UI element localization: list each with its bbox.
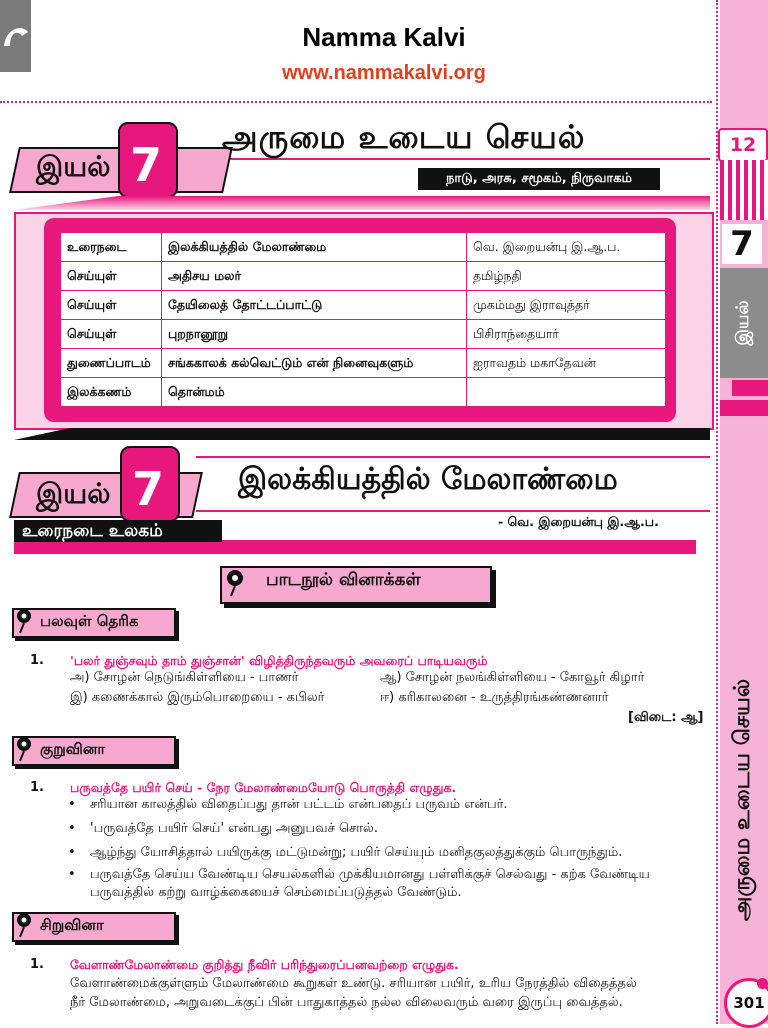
mcq-heading: பலவுள் தெரிக: [40, 612, 139, 630]
table-cell-title: அதிசய மலர்: [162, 262, 467, 291]
sidebar-accent: [720, 400, 768, 416]
page-number: 301: [724, 978, 768, 1028]
table-cell-author: முகம்மது இராவுத்தர்: [467, 291, 666, 320]
bullet-text: சரியான காலத்தில் விதைப்பது தான் பட்டம் என்பதைப் பருவம் என்பர்.: [90, 797, 508, 812]
contents-table: [60, 232, 666, 407]
table-row: [61, 233, 666, 262]
bullet-text: ஆழ்ந்து யோசித்தால் பயிருக்கு மட்டுமன்று; பயிர் செய்யும் மனிதகுலத்துக்கும் பொருந்தும்.: [90, 845, 623, 860]
option: இ) கணைக்கால் இரும்பொறையை - கபிலர்: [70, 690, 325, 705]
table-row: [61, 378, 666, 407]
bullet-text: 'பருவத்தே பயிர் செய்' என்பது அனுபவச் சொல்.: [90, 821, 378, 836]
chapter-subtitle: நாடு, அரசு, சமூகம், நிருவாகம்: [418, 168, 660, 190]
bullet-text: பருவத்தில் கற்று வாழ்க்கையைச் செம்மைப்படுத்தல் வேண்டும்.: [90, 885, 462, 900]
bullet-icon: •: [68, 797, 76, 812]
site-title: Namma Kalvi: [302, 22, 466, 52]
table-cell-author: வெ. இறையன்பு இ.ஆ.ப.: [467, 233, 666, 262]
sidebar-stripes: [720, 160, 768, 220]
pin-icon: [222, 568, 248, 598]
question-text: பருவத்தே பயிர் செய் - நேர மேலாண்மையோடு பொருத்தி எழுதுக.: [70, 780, 457, 795]
chapter-word: இயல்: [36, 150, 111, 183]
question-text: வேளாண்மேலாண்மை குறித்து நீவிர் பரிந்துரைப்பனவற்றை எழுதுக.: [70, 957, 459, 972]
bullet-icon: •: [68, 821, 76, 836]
table-cell-type: செய்யுள்: [61, 320, 162, 349]
sidebar-chapter-word-text: இயல்: [733, 300, 753, 346]
table-row: [61, 349, 666, 378]
sidebar-chapter-word: [720, 268, 768, 378]
lesson-number: 7: [131, 462, 164, 516]
table-cell-title: இலக்கியத்தில் மேலாண்மை: [162, 233, 467, 262]
table-cell-title: தேயிலைத் தோட்டப்பாட்டு: [162, 291, 467, 320]
table-cell-author: [467, 378, 666, 407]
sidebar-vertical-title-text: அருமை உடைய செயல்: [730, 678, 755, 922]
table-cell-author: ஐராவதம் மகாதேவன்: [467, 349, 666, 378]
lesson-word: இயல்: [36, 477, 111, 510]
table-cell-type: துணைப்பாடம்: [61, 349, 162, 378]
site-url[interactable]: www.nammakalvi.org: [282, 62, 486, 84]
banner-line: [196, 456, 710, 458]
lesson-shade: [14, 540, 696, 554]
bullet-icon: •: [68, 867, 76, 882]
table-row: [61, 320, 666, 349]
sidebar-chapter-number: 7: [722, 224, 762, 264]
dotted-divider: [0, 101, 712, 103]
table-cell-type: உரைநடை: [61, 233, 162, 262]
brief-answer-heading: சிறுவினா: [40, 916, 104, 934]
table-cell-type: இலக்கணம்: [61, 378, 162, 407]
table-cell-type: செய்யுள்: [61, 291, 162, 320]
answer-label: [விடை: ஆ]: [628, 710, 704, 725]
table-shade: [14, 428, 710, 440]
table-cell-title: சங்ககாலக் கல்வெட்டும் என் நினைவுகளும்: [162, 349, 467, 378]
table-cell-title: புறநானூறு: [162, 320, 467, 349]
option: ஈ) கரிகாலனை - உருத்திரங்கண்ணனார்: [380, 690, 609, 705]
pin-icon: [12, 734, 36, 764]
sidebar-vertical-title: [720, 640, 768, 960]
bullet-text: பருவத்தே செய்ய வேண்டிய செயல்களில் முக்கியமானது பள்ளிக்குச் செல்வது - கற்க வேண்டிய: [90, 867, 650, 882]
table-row: [61, 262, 666, 291]
pin-icon: [12, 910, 36, 940]
banner-shade: [14, 196, 710, 210]
chapter-title: அருமை உடைய செயல்: [222, 118, 586, 156]
question-text: 'பலர் துஞ்சவும் தாம் துஞ்சான்' விழித்திருந்தவரும் அவரைப் பாடியவரும்: [70, 653, 488, 668]
decorative-dot: [757, 978, 768, 989]
table-row: [61, 291, 666, 320]
paragraph-line: நீர் மேலாண்மை, அறுவடைக்குப் பின் பாதுகாத்தல் நல்ல விலைவரும் வரை இருப்பு வைத்தல்.: [70, 995, 623, 1010]
question-number: 1.: [30, 780, 44, 795]
bullet-icon: •: [68, 845, 76, 860]
short-answer-heading: குறுவினா: [40, 740, 106, 758]
question-number: 1.: [30, 957, 44, 972]
table-cell-author: பிசிராந்தையார்: [467, 320, 666, 349]
pin-icon: [12, 606, 36, 636]
option: ஆ) சோழன் நலங்கிள்ளியை - கோவூர் கிழார்: [380, 670, 645, 685]
question-number: 1.: [30, 653, 44, 668]
textbook-questions-heading: பாடநூல் வினாக்கள்: [266, 570, 421, 590]
banner-line: [196, 510, 710, 512]
lesson-author: - வெ. இறையன்பு இ.ஆ.ப.: [498, 514, 659, 529]
table-cell-title: தொன்மம்: [162, 378, 467, 407]
lesson-title: இலக்கியத்தில் மேலாண்மை: [238, 462, 618, 497]
table-cell-author: தமிழ்நதி: [467, 262, 666, 291]
lesson-section-label: உரைநடை உலகம்: [14, 520, 222, 542]
paragraph-line: வேளாண்மைக்குள்ளும் மேலாண்மை கூறுகள் உண்டு. சரியான பயிர், உரிய நேரத்தில் விதைத்தல்: [70, 976, 637, 991]
table-cell-type: செய்யுள்: [61, 262, 162, 291]
chapter-number: 7: [129, 138, 162, 192]
option: அ) சோழன் நெடுங்கிள்ளியை - பாணர்: [70, 670, 299, 685]
class-number-badge: 12: [718, 128, 768, 162]
sidebar-accent: [732, 380, 768, 396]
